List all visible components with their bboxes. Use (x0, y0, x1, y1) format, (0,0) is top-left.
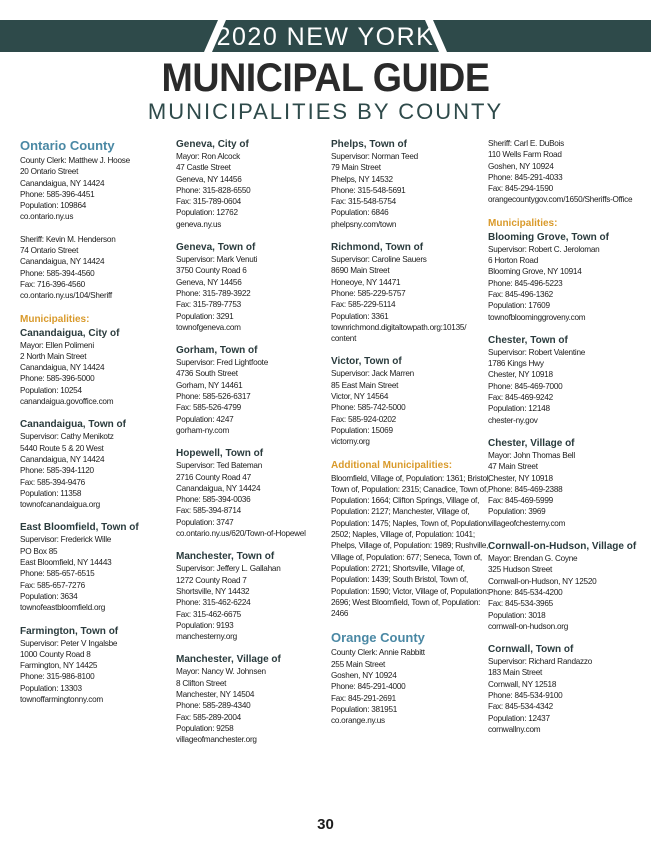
entry-line: 47 Main Street (488, 462, 538, 472)
header-banner (0, 20, 651, 52)
entry-title: Manchester, Village of (176, 654, 281, 666)
entry-line: townofbloominggroveny.com (488, 312, 586, 322)
entry-line: 2716 County Road 47 (176, 472, 251, 482)
entry-line: Population: 9193 (176, 620, 234, 630)
entry-line: Population: 6846 (331, 208, 389, 218)
directory-entry (20, 521, 180, 613)
directory-entry (20, 234, 180, 302)
entry-line: manchesterny.org (176, 632, 237, 642)
entry-line: 6 Horton Road (488, 256, 539, 266)
entry-line: 1786 Kings Hwy (488, 359, 544, 369)
entry-line: Sheriff: Kevin M. Henderson (20, 234, 116, 244)
entry-line: Cornwall, NY 12518 (488, 679, 557, 689)
entry-title: East Bloomfield, Town of (20, 522, 139, 534)
entry-line: Farmington, NY 14425 (20, 661, 98, 671)
entry-line: Population: 15069 (331, 425, 393, 435)
directory-entry (176, 344, 336, 436)
directory-entry (488, 138, 648, 206)
entry-line: Manchester, NY 14504 (176, 689, 255, 699)
column-2 (176, 138, 336, 756)
directory-entry (176, 653, 336, 745)
column-4 (488, 138, 648, 746)
entry-line: Fax: 845-496-1362 (488, 289, 553, 299)
entry-line: townoffarmingtonny.com (20, 694, 103, 704)
entry-line: Fax: 845-294-1590 (488, 184, 553, 194)
entry-title: Canandaigua, City of (20, 327, 120, 339)
county-heading: Ontario County (20, 138, 115, 153)
entry-line: Supervisor: Robert C. Jeroloman (488, 244, 600, 254)
entry-title: Cornwall, Town of (488, 644, 574, 656)
entry-line: Supervisor: Jeffery L. Gallahan (176, 564, 281, 574)
entry-line: gorham-ny.com (176, 425, 230, 435)
column-1 (20, 138, 180, 716)
directory-entry (20, 625, 180, 706)
directory-entry (20, 418, 180, 510)
entry-line: Supervisor: Robert Valentine (488, 347, 586, 357)
entry-line: 8 Clifton Street (176, 678, 227, 688)
entry-line: Supervisor: Jack Marren (331, 369, 414, 379)
entry-line: Fax: 315-462-6675 (176, 609, 241, 619)
entry-line: Population: 12148 (488, 404, 550, 414)
entry-line: Supervisor: Richard Randazzo (488, 657, 593, 667)
municipalities-label: Municipalities: (488, 217, 558, 229)
entry-line: Geneva, NY 14456 (176, 277, 242, 287)
banner-title: 2020 NEW YORK (216, 23, 435, 51)
entry-line: 183 Main Street (488, 668, 543, 678)
entry-line: Population: 13303 (20, 683, 82, 693)
entry-line: Phone: 845-534-9100 (488, 690, 563, 700)
entry-line: County Clerk: Matthew J. Hoose (20, 156, 130, 165)
entry-line: townofgeneva.com (176, 322, 241, 332)
entry-line: Fax: 845-291-2691 (331, 693, 396, 703)
entry-line: villageofchesterny.com (488, 518, 566, 528)
entry-line: Goshen, NY 10924 (488, 161, 554, 171)
entry-line: Fax: 315-548-5754 (331, 197, 396, 207)
entry-line: County Clerk: Annie Rabbitt (331, 648, 425, 658)
entry-line: phelpsny.com/town (331, 219, 397, 229)
directory-entry (331, 647, 491, 726)
directory-entry (176, 550, 336, 642)
entry-line: Fax: 845-469-9242 (488, 393, 553, 403)
page-title: MUNICIPAL GUIDE (161, 56, 490, 100)
entry-line: content (331, 334, 357, 344)
entry-title: Manchester, Town of (176, 551, 275, 563)
entry-line: canandaigua.govoffice.com (20, 397, 114, 407)
entry-line: Supervisor: Frederick Wille (20, 535, 112, 545)
entry-line: co.ontario.ny.us/620/Town-of-Hopewel (176, 529, 306, 539)
entry-line: Fax: 585-229-5114 (331, 300, 396, 310)
entry-line: Phone: 585-229-5757 (331, 288, 406, 298)
entry-line: Population: 3291 (176, 311, 234, 321)
entry-line: cornwall-on-hudson.org (488, 621, 569, 631)
entry-line: Canandaigua, NY 14424 (20, 178, 105, 188)
column-3 (331, 138, 491, 737)
entry-line: Victor, NY 14564 (331, 392, 389, 402)
entry-line: Fax: 585-924-0202 (331, 414, 396, 424)
directory-entry (176, 241, 336, 333)
entry-title: Geneva, Town of (176, 242, 256, 254)
entry-line: Population: 381951 (331, 704, 398, 714)
entry-line: 79 Main Street (331, 163, 381, 173)
entry-line: Fax: 585-394-9476 (20, 477, 85, 487)
municipalities-label: Municipalities: (20, 313, 90, 325)
entry-line: Honeoye, NY 14471 (331, 277, 401, 287)
entry-line: Phone: 845-469-7000 (488, 381, 563, 391)
entry-title: Chester, Town of (488, 334, 568, 346)
directory-entry (20, 155, 180, 223)
entry-line: Supervisor: Fred Lightfoote (176, 358, 269, 368)
directory-entry (488, 334, 648, 426)
entry-line: 1272 County Road 7 (176, 575, 247, 585)
entry-line: Supervisor: Norman Teed (331, 152, 418, 161)
entry-line: Phone: 585-396-5000 (20, 374, 95, 384)
entry-line: co.ontario.ny.us/104/Sheriff (20, 291, 112, 301)
entry-title: Gorham, Town of (176, 345, 258, 357)
entry-line: 20 Ontario Street (20, 167, 79, 177)
entry-title: Blooming Grove, Town of (488, 231, 609, 243)
entry-line: townofcanandaigua.org (20, 500, 100, 510)
entry-line: Goshen, NY 10924 (331, 670, 397, 680)
entry-line: orangecountygov.com/1650/Sheriffs-Office (488, 195, 633, 205)
entry-line: Mayor: Brendan G. Coyne (488, 554, 578, 564)
entry-line: Phone: 585-394-0036 (176, 495, 251, 505)
entry-title: Victor, Town of (331, 356, 402, 368)
entry-line: PO Box 85 (20, 546, 58, 556)
entry-title: Canandaigua, Town of (20, 419, 126, 431)
entry-line: East Bloomfield, NY 14443 (20, 558, 112, 568)
entry-line: 74 Ontario Street (20, 246, 79, 256)
entry-line: villageofmanchester.org (176, 735, 257, 745)
entry-line: Phone: 585-742-5000 (331, 403, 406, 413)
county-heading: Orange County (331, 630, 425, 646)
entry-line: 8690 Main Street (331, 266, 390, 276)
entry-line: Population: 9258 (176, 723, 234, 733)
entry-line: 2 North Main Street (20, 351, 87, 361)
entry-line: Canandaigua, NY 14424 (20, 454, 105, 464)
directory-entry (20, 327, 180, 408)
entry-line: Blooming Grove, NY 10914 (488, 267, 582, 277)
entry-line: 325 Hudson Street (488, 565, 553, 575)
entry-line: 3750 County Road 6 (176, 266, 247, 276)
entry-line: Phone: 585-289-4340 (176, 701, 251, 711)
entry-line: Fax: 315-789-0604 (176, 197, 241, 207)
entry-line: 47 Castle Street (176, 163, 231, 173)
entry-line: Cornwall-on-Hudson, NY 12520 (488, 576, 597, 586)
entry-line: Phone: 845-534-4200 (488, 587, 563, 597)
entry-line: Supervisor: Mark Venuti (176, 255, 258, 265)
entry-line: Shortsville, NY 14432 (176, 586, 250, 596)
directory-entry (488, 540, 648, 632)
entry-line: Sheriff: Carl E. DuBois (488, 139, 565, 148)
entry-line: Population: 3747 (176, 517, 234, 527)
entry-line: Mayor: Ron Alcock (176, 152, 241, 161)
entry-line: cornwallny.com (488, 724, 541, 734)
entry-line: Fax: 716-396-4560 (20, 279, 85, 289)
entry-line: Phone: 585-526-6317 (176, 392, 251, 402)
entry-line: Supervisor: Ted Bateman (176, 461, 263, 471)
entry-line: Population: 3969 (488, 507, 546, 517)
entry-line: co.orange.ny.us (331, 716, 385, 726)
entry-line: Phone: 585-657-6515 (20, 569, 95, 579)
entry-line: Canandaigua, NY 14424 (176, 483, 261, 493)
entry-line: Phone: 845-291-4033 (488, 172, 563, 182)
entry-line: Chester, NY 10918 (488, 473, 553, 483)
entry-line: Fax: 315-789-7753 (176, 300, 241, 310)
entry-line: Population: 109864 (20, 201, 87, 211)
directory-entry (331, 355, 491, 447)
entry-line: Population: 11358 (20, 488, 82, 498)
entry-line: townrichmond.digitaltowpath.org:10135/ (331, 322, 467, 332)
entry-line: chester-ny.gov (488, 415, 538, 425)
entry-line: Fax: 845-469-5999 (488, 496, 553, 506)
entry-line: Mayor: John Thomas Bell (488, 450, 575, 460)
directory-entry (176, 447, 336, 539)
entry-line: Phone: 585-396-4451 (20, 189, 95, 199)
entry-title: Hopewell, Town of (176, 448, 264, 460)
entry-line: Gorham, NY 14461 (176, 380, 243, 390)
entry-title: Richmond, Town of (331, 242, 424, 254)
entry-line: 5440 Route 5 & 20 West (20, 443, 104, 453)
entry-line: 85 East Main Street (331, 380, 399, 390)
page-subtitle: MUNICIPALITIES BY COUNTY (147, 99, 504, 124)
entry-line: Population: 3018 (488, 610, 546, 620)
entry-line: Fax: 585-657-7276 (20, 580, 85, 590)
entry-line: 255 Main Street (331, 659, 386, 669)
directory-entry (331, 138, 491, 230)
entry-line: Population: 12437 (488, 713, 550, 723)
entry-line: Population: 17609 (488, 301, 550, 311)
entry-line: Fax: 845-534-4342 (488, 702, 553, 712)
entry-title: Geneva, City of (176, 139, 249, 150)
entry-line: co.ontario.ny.us (20, 212, 74, 222)
entry-line: Supervisor: Caroline Sauers (331, 255, 427, 265)
directory-entry (488, 231, 648, 323)
entry-line: Mayor: Ellen Polimeni (20, 340, 94, 350)
entry-line: victorny.org (331, 437, 370, 447)
entry-line: Supervisor: Cathy Menikotz (20, 432, 114, 442)
entry-line: Phone: 585-394-4560 (20, 268, 95, 278)
entry-line: Population: 12762 (176, 208, 238, 218)
entry-line: Phone: 315-986-8100 (20, 672, 95, 682)
entry-line: Fax: 845-534-3965 (488, 599, 553, 609)
entry-line: Canandaigua, NY 14424 (20, 257, 105, 267)
entry-line: 1000 County Road 8 (20, 649, 91, 659)
page-number: 30 (317, 816, 334, 833)
entry-line: Fax: 585-394-8714 (176, 506, 241, 516)
entry-line: Phone: 315-789-3922 (176, 288, 251, 298)
entry-line: Mayor: Nancy W. Johnsen (176, 667, 266, 677)
entry-line: Canandaigua, NY 14424 (20, 363, 105, 373)
directory-entry (331, 241, 491, 344)
entry-title: Farmington, Town of (20, 625, 119, 637)
entry-line: Phone: 315-548-5691 (331, 185, 406, 195)
entry-line: Population: 3634 (20, 591, 78, 601)
entry-line: Phelps, NY 14532 (331, 174, 393, 184)
entry-line: geneva.ny.us (176, 219, 222, 229)
entry-line: Phone: 845-496-5223 (488, 278, 563, 288)
entry-line: Phone: 845-291-4000 (331, 682, 406, 692)
entry-line: townofeastbloomfield.org (20, 603, 106, 613)
entry-line: Geneva, NY 14456 (176, 174, 242, 184)
municipalities-label: Additional Municipalities: (331, 459, 453, 471)
additional-municipalities-text: Bloomfield, Village of, Population: 1361; Bristol, Town of, Population: 2315; Canadice, Town of, Population: 1664; Clifton Springs, Village of, Population: 2127; Manchester, Village of, Population: 1475; Naples, Town of, Population: 2502; Naples, Village of, Population: 1041; Phelps, Village of, Population: 1989; Rushville, Village of, Population: 677; Seneca, Town of, Population: 2721; Shortsville, Village of, Population: 1439; South Bristol, Town of, Population: 1590; Victor, Village of, Population: 2696; West Bloomfield, Town of, Population: 2466 (331, 473, 491, 619)
entry-title: Phelps, Town of (331, 139, 407, 150)
entry-line: 4736 South Street (176, 369, 238, 379)
directory-entry (488, 437, 648, 529)
entry-line: Population: 3361 (331, 311, 389, 321)
directory-entry (488, 643, 648, 735)
entry-title: Cornwall-on-Hudson, Village of (488, 541, 637, 553)
entry-line: Phone: 315-828-6550 (176, 185, 251, 195)
entry-line: 110 Wells Farm Road (488, 150, 562, 160)
entry-line: Phone: 315-462-6224 (176, 598, 251, 608)
entry-line: Population: 10254 (20, 385, 82, 395)
entry-line: Population: 4247 (176, 414, 234, 424)
directory-entry (176, 138, 336, 230)
entry-title: Chester, Village of (488, 437, 575, 449)
entry-line: Chester, NY 10918 (488, 370, 553, 380)
entry-line: Phone: 845-469-2388 (488, 484, 563, 494)
entry-line: Fax: 585-289-2004 (176, 712, 241, 722)
entry-line: Phone: 585-394-1120 (20, 466, 94, 476)
entry-line: Fax: 585-526-4799 (176, 403, 241, 413)
entry-line: Supervisor: Peter V Ingalsbe (20, 638, 118, 648)
